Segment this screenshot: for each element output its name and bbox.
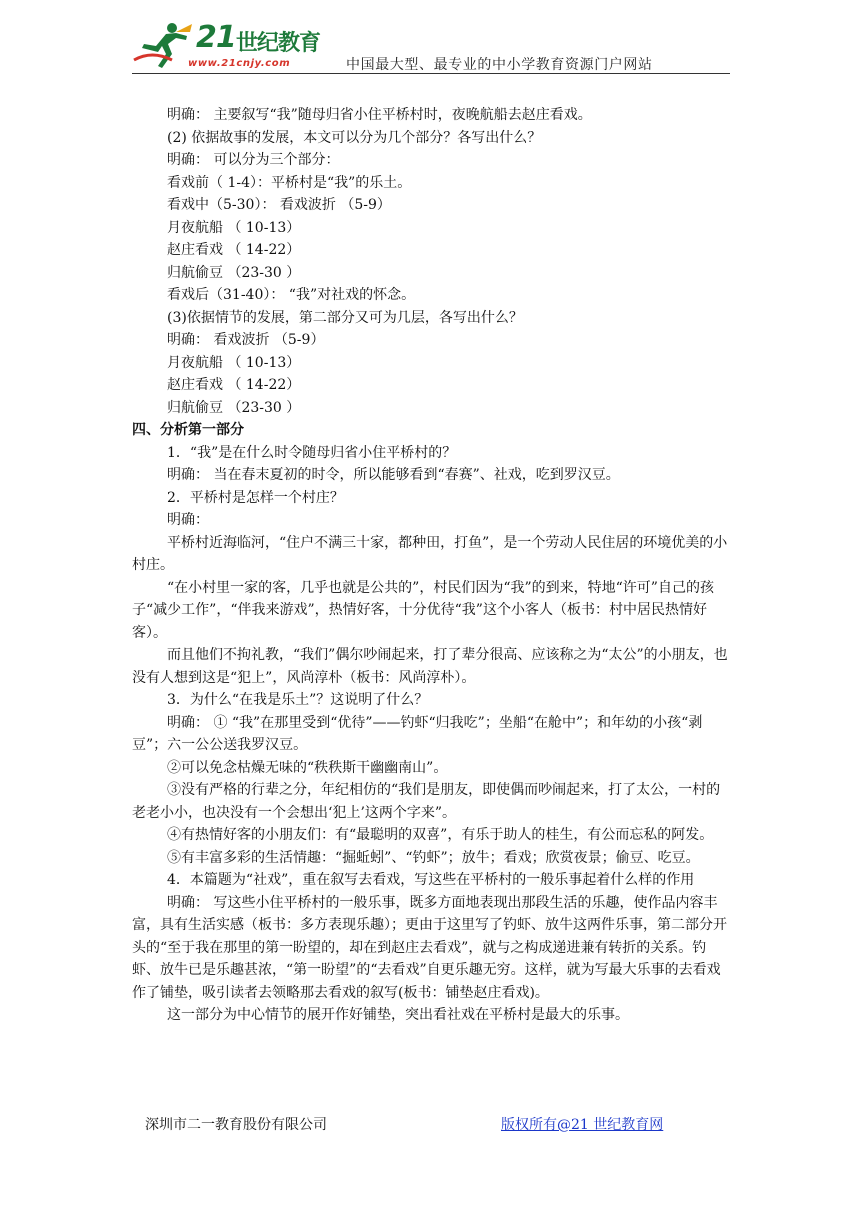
paragraph: (2) 依据故事的发展，本文可以分为几个部分？各写出什么？ xyxy=(167,129,542,146)
paragraph: 赵庄看戏 （ 14-22） xyxy=(167,377,301,393)
paragraph: 明确： xyxy=(167,512,209,528)
header-slogan: 中国最大型、最专业的中小学教育资源门户网站 xyxy=(346,57,653,73)
paragraph: 4．本篇题为“社戏”，重在叙写去看戏，写这些在平桥村的一般乐事起着什么样的作用 xyxy=(167,872,695,888)
page-header xyxy=(132,18,730,74)
logo-number: 21 xyxy=(196,20,236,55)
paragraph: 月夜航船 （ 10-13） xyxy=(167,219,301,236)
paragraph: ④有热情好客的小朋友们：有“最聪明的双喜”，有乐于助人的桂生，有公而忘私的阿发。 xyxy=(167,827,714,843)
paragraph: (3)依据情节的发展，第二部分又可为几层，各写出什么？ xyxy=(167,309,523,326)
paragraph: 看戏中（5-30）： 看戏波折 （5-9） xyxy=(167,197,391,213)
logo-text: 世纪教育 xyxy=(236,31,321,56)
paragraph: “在小村里一家的客，几乎也就是公共的”，村民们因为“我”的到来，特地“许可”自己的孩子“减少工作”，“伴我来游戏”，热情好客，十分优待“我”这个小客人（板书：村中居民热情好客）。 xyxy=(132,579,714,641)
paragraph: ③没有严格的行辈之分，年纪相仿的“我们是朋友，即使偶而吵闹起来，打了太公，一村的老老小小，也决没有一个会想出‘犯上’这两个字来”。 xyxy=(132,782,721,821)
paragraph: ②可以免念枯燥无味的“秩秩斯干幽幽南山”。 xyxy=(167,759,448,776)
paragraph: 这一部分为中心情节的展开作好铺垫，突出看社戏在平桥村是最大的乐事。 xyxy=(167,1007,629,1023)
paragraph: 归航偷豆 （23-30 ） xyxy=(167,399,301,416)
paragraph: 3．为什么“在我是乐土”？这说明了什么？ xyxy=(167,692,429,708)
paragraph: 月夜航船 （ 10-13） xyxy=(167,354,301,371)
section-heading: 四、分析第一部分 xyxy=(132,422,244,438)
document-body xyxy=(132,104,730,1027)
running-figure-icon xyxy=(132,20,194,72)
paragraph: 2．平桥村是怎样一个村庄？ xyxy=(167,489,344,506)
paragraph: 赵庄看戏 （ 14-22） xyxy=(167,242,301,258)
paragraph: 明确： 可以分为三个部分： xyxy=(167,152,340,168)
logo-url: www.21cnjy.com xyxy=(188,58,291,69)
paragraph: 归航偷豆 （23-30 ） xyxy=(167,264,301,281)
header-divider xyxy=(132,73,730,74)
paragraph: 明确： 看戏波折 （5-9） xyxy=(167,332,325,348)
paragraph: 明确： 当在春末夏初的时令，所以能够看到“春赛”、社戏，吃到罗汉豆。 xyxy=(167,467,620,483)
paragraph: 明确： 写这些小住平桥村的一般乐事，既多方面地表现出那段生活的乐趣，使作品内容丰富，具有生活实感（板书：多方表现乐趣）；更由于这里写了钓虾、放牛这两件乐事，第二部分开头的“至于我在那里的第一盼望的，却在到赵庄去看戏”，就与之构成递进兼有转折的关系。钓虾、放牛已是乐趣甚浓，“第一盼望”的“去看戏”自更乐趣无穷。这样，就为写最大乐事的去看戏作了铺垫，吸引读者去领略那去看戏的叙写(板书：铺垫赵庄看戏)。 xyxy=(132,894,727,1001)
paragraph: ⑤有丰富多彩的生活情趣：“掘蚯蚓”、“钓虾”；放牛；看戏；欣赏夜景；偷豆、吃豆。 xyxy=(167,849,700,866)
paragraph: 明确： 主要叙写“我”随母归省小住平桥村时，夜晚航船去赵庄看戏。 xyxy=(167,107,592,123)
paragraph: 而且他们不拘礼教，“我们”偶尔吵闹起来，打了辈分很高、应该称之为“太公”的小朋友，也没有人想到这是“犯上”，风尚淳朴（板书：风尚淳朴）。 xyxy=(132,647,728,686)
paragraph: 1．“我”是在什么时令随母归省小住平桥村的？ xyxy=(167,444,457,461)
paragraph: 明确： ① “我”在那里受到“优待”——钓虾“归我吃”；坐船“在舱中”；和年幼的小孩“剥豆”；六一公公送我罗汉豆。 xyxy=(132,714,703,753)
footer-company: 深圳市二一教育股份有限公司 xyxy=(145,1117,327,1133)
paragraph: 看戏后（31-40）： “我”对社戏的怀念。 xyxy=(167,287,416,303)
footer-copyright-link[interactable]: 版权所有@21 世纪教育网 xyxy=(501,1117,664,1133)
paragraph: 看戏前（ 1-4）：平桥村是“我”的乐土。 xyxy=(167,174,412,191)
paragraph: 平桥村近海临河，“住户不满三十家，都种田，打鱼”，是一个劳动人民住居的环境优美的小村庄。 xyxy=(132,534,728,573)
logo xyxy=(132,18,332,74)
